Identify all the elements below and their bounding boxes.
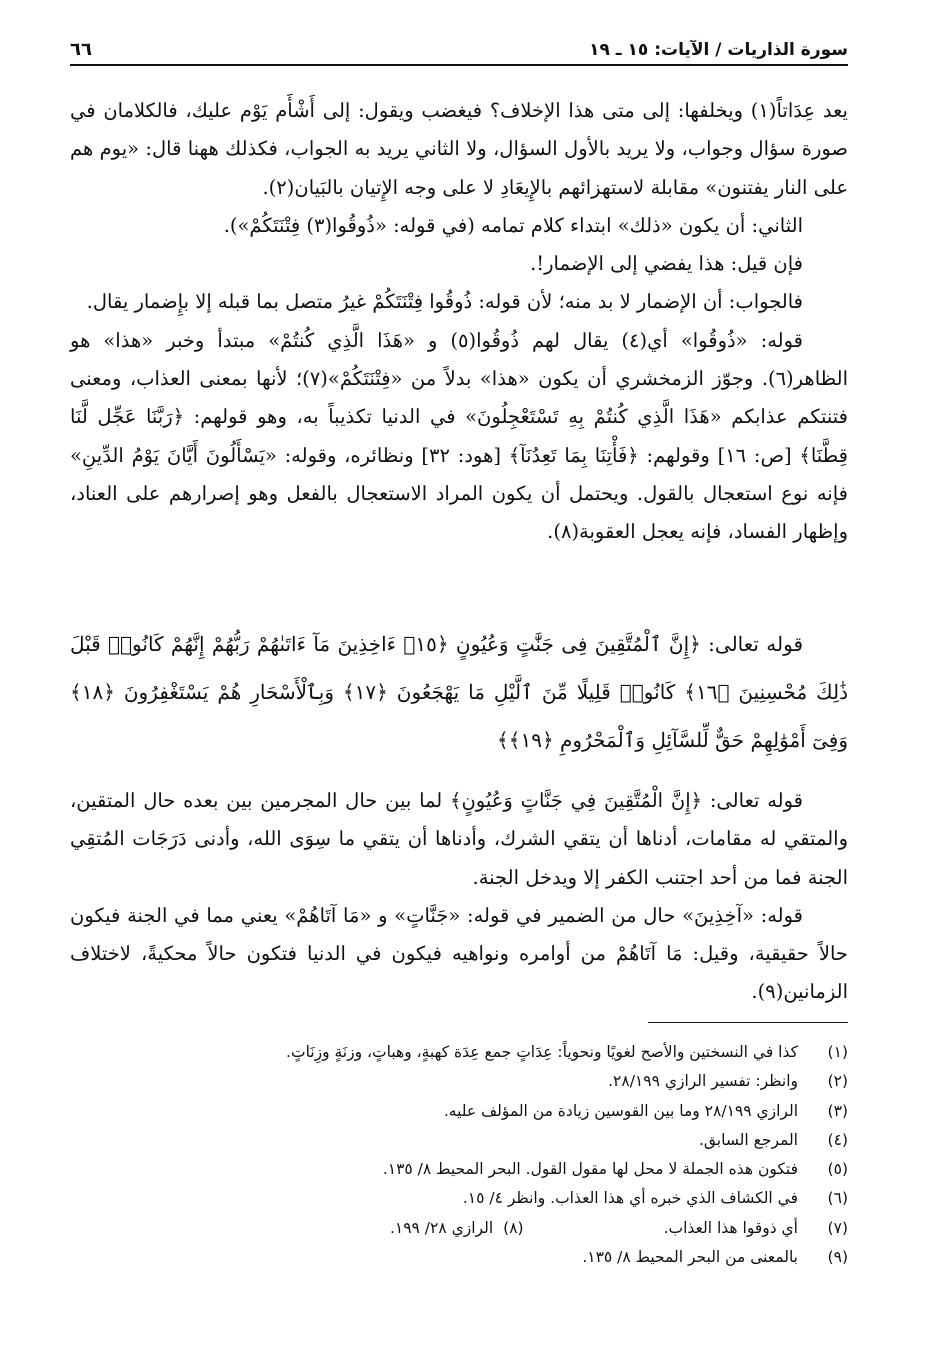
footnote: (٣) الرازي ٢٨/١٩٩ وما بين القوسين زيادة من المؤلف عليه. bbox=[443, 1101, 848, 1120]
footnote: (٤) المرجع السابق. bbox=[698, 1130, 848, 1149]
main-text-top bbox=[70, 92, 848, 552]
footnote: (١) كذا في النسختين والأصح لغويًا ونحوياً: عِدَاتٍ جمع عِدَة كهبةٍ، وهباتٍ، وزنَةٍ وزِنَاتٍ. bbox=[286, 1043, 848, 1061]
book-page bbox=[70, 30, 848, 1340]
quran-verses: قوله تعالى: ﴿إِنَّ ٱلْمُتَّقِينَ فِى جَنَّٰتٍ وَعُيُونٍ ﴿١٥﴾ ءَاخِذِينَ مَآ ءَاتَىٰهُمْ رَبُّهُمْ إِنَّهُمْ كَانُوا۟ قَبْلَ ذَٰلِكَ مُحْسِنِينَ ﴿١٦﴾ كَانُوا۟ قَلِيلًا مِّنَ ٱلَّيْلِ مَا يَهْجَعُونَ ﴿١٧﴾ وَبِٱلْأَسْحَارِ هُمْ يَسْتَغْفِرُونَ ﴿١٨﴾ وَفِىٓ أَمْوَٰلِهِمْ حَقٌّ لِّلسَّآئِلِ وَٱلْمَحْرُومِ ﴿١٩﴾﴾ bbox=[70, 632, 848, 752]
paragraph: فالجواب: أن الإضمار لا بد منه؛ لأن قوله: ذُوقُوا فِتْنَتَكُمْ غيرُ متصل بما قبله إلا بإِضمار يقال. bbox=[86, 290, 803, 314]
paragraph: قوله: «ذُوقُوا» أي(٤) يقال لهم ذُوقُوا(٥) و «هَذَا الَّذِي كُنتُمْ» مبتدأ وخبر «هذا» هو الظاهر(٦). وجوّز الزمخشري أن يكون «هذا» بدلاً من «فِتْنَتَكُمْ»(٧)؛ لأنها بمعنى العذاب، ومعنى فتنتكم عذابكم «هَذَا الَّذِي كُنتُمْ بِهِ تَسْتَعْجِلُونَ» في الدنيا تكذيباً به، وهو قولهم: ﴿رَبَّنَا عَجِّل لَّنَا قِطَّنَا﴾ [ص: ١٦] وقولهم: ﴿فَأْتِنَا بِمَا تَعِدُنَآ﴾ [هود: ٣٢] ونظائره، وقوله: «يَسْأَلُونَ أَيَّانَ يَوْمُ الدِّينِ» فإنه نوع استعجال بالقول. ويحتمل أن يكون المراد الاستعجال بالفعل وهو إصرارهم على العناد، وإظهار الفساد، فإنه يعجل العقوبة(٨). bbox=[70, 328, 848, 544]
header-title: سورة الذاريات / الآيات: ١٥ ـ ١٩ bbox=[589, 40, 848, 60]
main-text-bottom bbox=[70, 782, 848, 1012]
page-number: ٦٦ bbox=[70, 39, 92, 60]
footnotes bbox=[70, 1038, 848, 1272]
paragraph: الثاني: أن يكون «ذلك» ابتداء كلام تمامه (في قوله: «ذُوقُوا(٣) فِتْنَتَكُمْ»). bbox=[223, 213, 803, 237]
footnote: (٩) بالمعنى من البحر المحيط ٨/ ١٣٥. bbox=[582, 1248, 848, 1267]
footnote: (٥) فتكون هذه الجملة لا محل لها مقول القول. البحر المحيط ٨/ ١٣٥. bbox=[382, 1160, 848, 1179]
paragraph: يعد عِدَاتاً(١) ويخلفها: إلى متى هذا الإخلاف؟ فيغضب ويقول: إلى أَشْأَم يَوْم عليك، فالكلامان في صورة سؤال وجواب، ولا يريد بالأول السؤال، ولا الثاني يريد به الجواب، فكذلك ههنا قال: «يوم هم على النار يفتنون» مقابلة لاستهزائهم بالإِيعَادِ لا على وجه الإِتيان بالبَيان(٢). bbox=[70, 99, 848, 199]
paragraph: قوله: «آخِذِينَ» حال من الضمير في قوله: «جَنَّاتٍ» و «مَا آتَاهُمْ» يعني مما في الجنة فيكون حالاً حقيقية، وقيل: مَا آتَاهُمْ من أوامره ونواهيه فيكون في الدنيا فتكون حالاً محكيةً، لاختلاف الزمانين(٩). bbox=[70, 903, 848, 1004]
paragraph: قوله تعالى: ﴿إِنَّ الْمُتَّقِينَ فِي جَنَّاتٍ وَعُيُونٍ﴾ لما بين حال المجرمين بين بعده حال المتقين، والمتقي له مقامات، أدناها أن يتقي الشرك، وأدناها أن يتقي ما سِوَى الله، وأدنى دَرَجَات المُتقِي الجنة فما من أحد اجتنب الكفر إلا ويدخل الجنة. bbox=[70, 789, 848, 889]
footnote-pair: (٧) أي ذوقوا هذا العذاب. (٨) الرازي ٢٨/ ١٩٩. bbox=[389, 1218, 848, 1237]
running-header bbox=[70, 30, 848, 66]
footnote-separator bbox=[648, 1022, 848, 1023]
footnote: (٦) في الكشاف الذي خبره أي هذا العذاب. وانظر ٤/ ١٥. bbox=[462, 1189, 848, 1208]
paragraph: فإن قيل: هذا يفضي إلى الإضمار!. bbox=[530, 252, 803, 276]
footnote: (٢) وانظر: تفسير الرازي ٢٨/١٩٩. bbox=[608, 1072, 848, 1091]
